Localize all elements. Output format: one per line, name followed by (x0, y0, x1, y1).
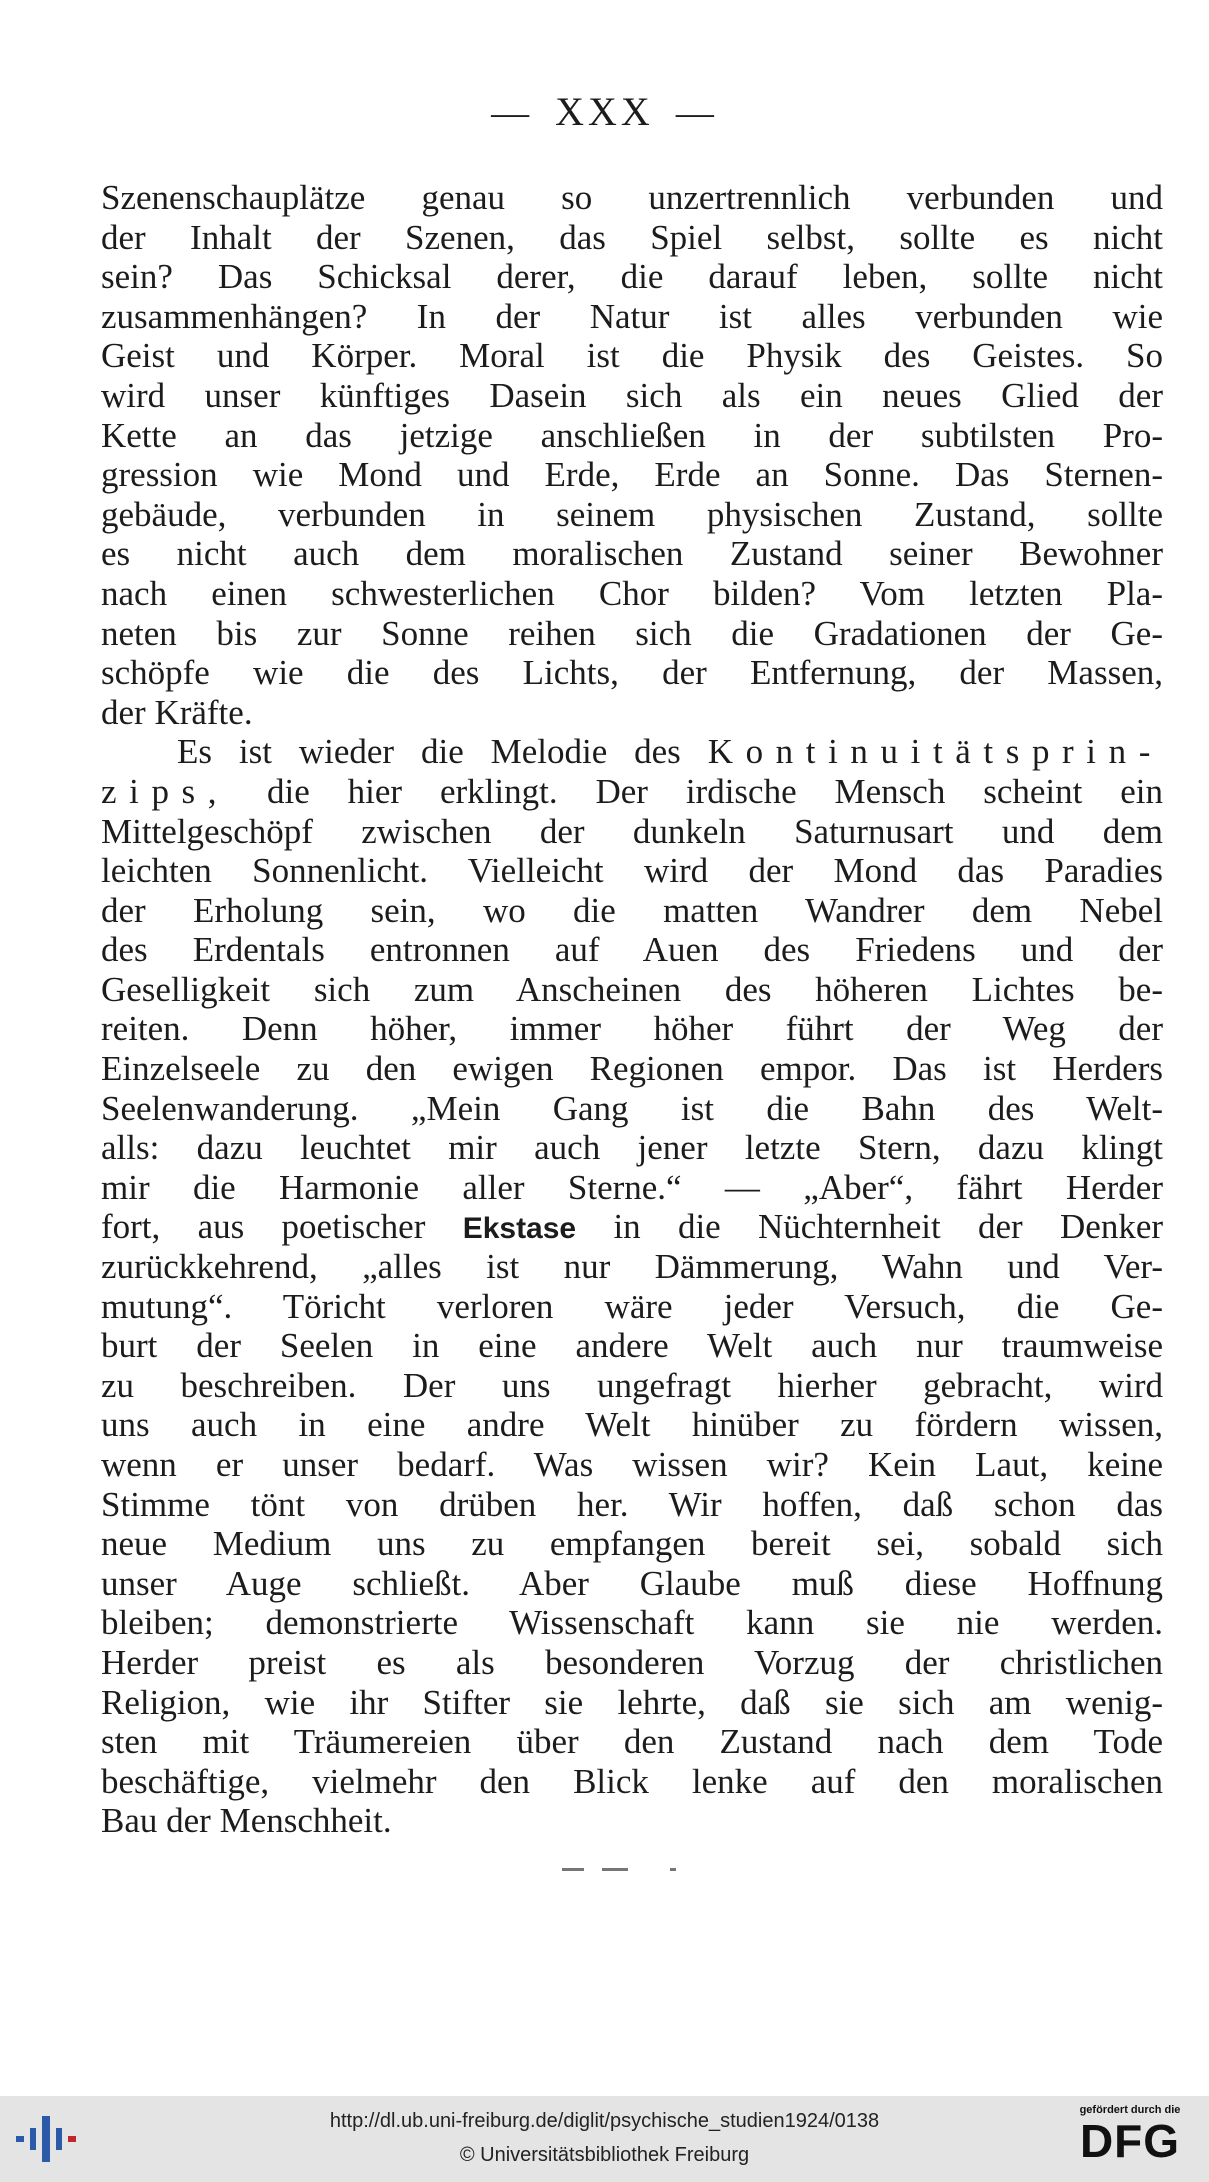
text-line: beschäftige, vielmehr den Blick lenke auf den moralischen (101, 1761, 1163, 1801)
ekstase-word: Ekstase (462, 1212, 577, 1246)
text-line: es nicht auch dem moralischen Zustand seiner Bewohner (101, 534, 1163, 574)
text-segment: in die Nüchternheit der Denker (613, 1207, 1163, 1247)
text-line: bleiben; demonstrierte Wissenschaft kann sie nie werden. (101, 1603, 1163, 1643)
text-line: unser Auge schließt. Aber Glaube muß diese Hoffnung (101, 1563, 1163, 1603)
text-segment: fort, aus poetischer (101, 1207, 426, 1247)
text-line: alls: dazu leuchtet mir auch jener letzte Stern, dazu klingt (101, 1128, 1163, 1168)
text-line: der Inhalt der Szenen, das Spiel selbst, sollte es nicht (101, 217, 1163, 257)
text-line: gebäude, verbunden in seinem physischen Zustand, sollte (101, 494, 1163, 534)
footer-bar (0, 2096, 1209, 2182)
text-line: Herder preist es als besonderen Vorzug der christlichen (101, 1642, 1163, 1682)
text-line: schöpfe wie die des Lichts, der Entfernung, der Massen, (101, 653, 1163, 693)
text-line: Kette an das jetzige anschließen in der subtilsten Pro- (101, 415, 1163, 455)
dfg-wordmark: DFG (1079, 2115, 1181, 2167)
page-header (0, 88, 1209, 135)
text-line: burt der Seelen in eine andere Welt auch nur traumweise (101, 1326, 1163, 1366)
text-line: mutung“. Töricht verloren wäre jeder Versuch, die Ge- (101, 1286, 1163, 1326)
text-line: Geselligkeit sich zum Anscheinen des höheren Lichtes be- (101, 969, 1163, 1009)
text-line: Stimme tönt von drüben her. Wir hoffen, daß schon das (101, 1484, 1163, 1524)
text-line: zu beschreiben. Der uns ungefragt hierher gebracht, wird (101, 1365, 1163, 1405)
text-line (101, 732, 1163, 772)
text-line (101, 772, 1163, 812)
text-line: Religion, wie ihr Stifter sie lehrte, daß sie sich am wenig- (101, 1682, 1163, 1722)
page-number: XXX (555, 89, 654, 134)
text-line: Einzelseele zu den ewigen Regionen empor. Das ist Herders (101, 1049, 1163, 1089)
text-line: des Erdentals entronnen auf Auen des Friedens und der (101, 930, 1163, 970)
text-line: uns auch in eine andre Welt hinüber zu fördern wissen, (101, 1405, 1163, 1445)
source-url-link[interactable]: http://dl.ub.uni-freiburg.de/diglit/psychische_studien1924/0138 (329, 2110, 880, 2132)
text-segment: die hier erklingt. Der irdische Mensch scheint ein (267, 771, 1163, 811)
copyright-text: © Universitätsbibliothek Freiburg (459, 2144, 750, 2166)
text-line: Mittelgeschöpf zwischen der dunkeln Saturnusart und dem (101, 811, 1163, 851)
text-line: leichten Sonnenlicht. Vielleicht wird der Mond das Paradies (101, 851, 1163, 891)
section-end-mark (562, 1868, 682, 1874)
body-text (101, 178, 1163, 1841)
text-line: gression wie Mond und Erde, Erde an Sonne. Das Sternen- (101, 455, 1163, 495)
text-line: wird unser künftiges Dasein sich als ein neues Glied der (101, 375, 1163, 415)
text-line: nach einen schwesterlichen Chor bilden? Vom letzten Pla- (101, 573, 1163, 613)
text-line: Seelenwanderung. „Mein Gang ist die Bahn des Welt- (101, 1088, 1163, 1128)
dfg-logo (1065, 2104, 1195, 2176)
text-line: Geist und Körper. Moral ist die Physik des Geistes. So (101, 336, 1163, 376)
text-line: Bau der Menschheit. (101, 1801, 392, 1841)
text-line: wenn er unser bedarf. Was wissen wir? Kein Laut, keine (101, 1445, 1163, 1484)
text-line: neue Medium uns zu empfangen bereit sei, sobald sich (101, 1524, 1163, 1564)
text-line: zusammenhängen? In der Natur ist alles verbunden wie (101, 296, 1163, 336)
spaced-term: Kontinuitätsprin- (707, 732, 1163, 772)
text-line: der Erholung sein, wo die matten Wandrer dem Nebel (101, 890, 1163, 930)
text-line: neten bis zur Sonne reihen sich die Gradationen der Ge- (101, 613, 1163, 653)
text-line: sein? Das Schicksal derer, die darauf leben, sollte nicht (101, 257, 1163, 297)
header-dash-left: — (491, 92, 534, 134)
text-segment: Es ist wieder die Melodie des (177, 732, 681, 772)
text-line (101, 1207, 1163, 1247)
text-line: sten mit Träumereien über den Zustand nach dem Tode (101, 1722, 1163, 1762)
text-line: der Kräfte. (101, 692, 253, 732)
dfg-caption: gefördert durch die (1079, 2104, 1181, 2116)
spaced-term: zips, (101, 771, 230, 811)
text-line: Szenenschauplätze genau so unzertrennlich verbunden und (101, 178, 1163, 217)
header-dash-right: — (675, 92, 718, 134)
text-line: zurückkehrend, „alles ist nur Dämmerung, Wahn und Ver- (101, 1247, 1163, 1287)
text-line: mir die Harmonie aller Sterne.“ — „Aber“, fährt Herder (101, 1167, 1163, 1207)
text-line: reiten. Denn höher, immer höher führt der Weg der (101, 1009, 1163, 1049)
